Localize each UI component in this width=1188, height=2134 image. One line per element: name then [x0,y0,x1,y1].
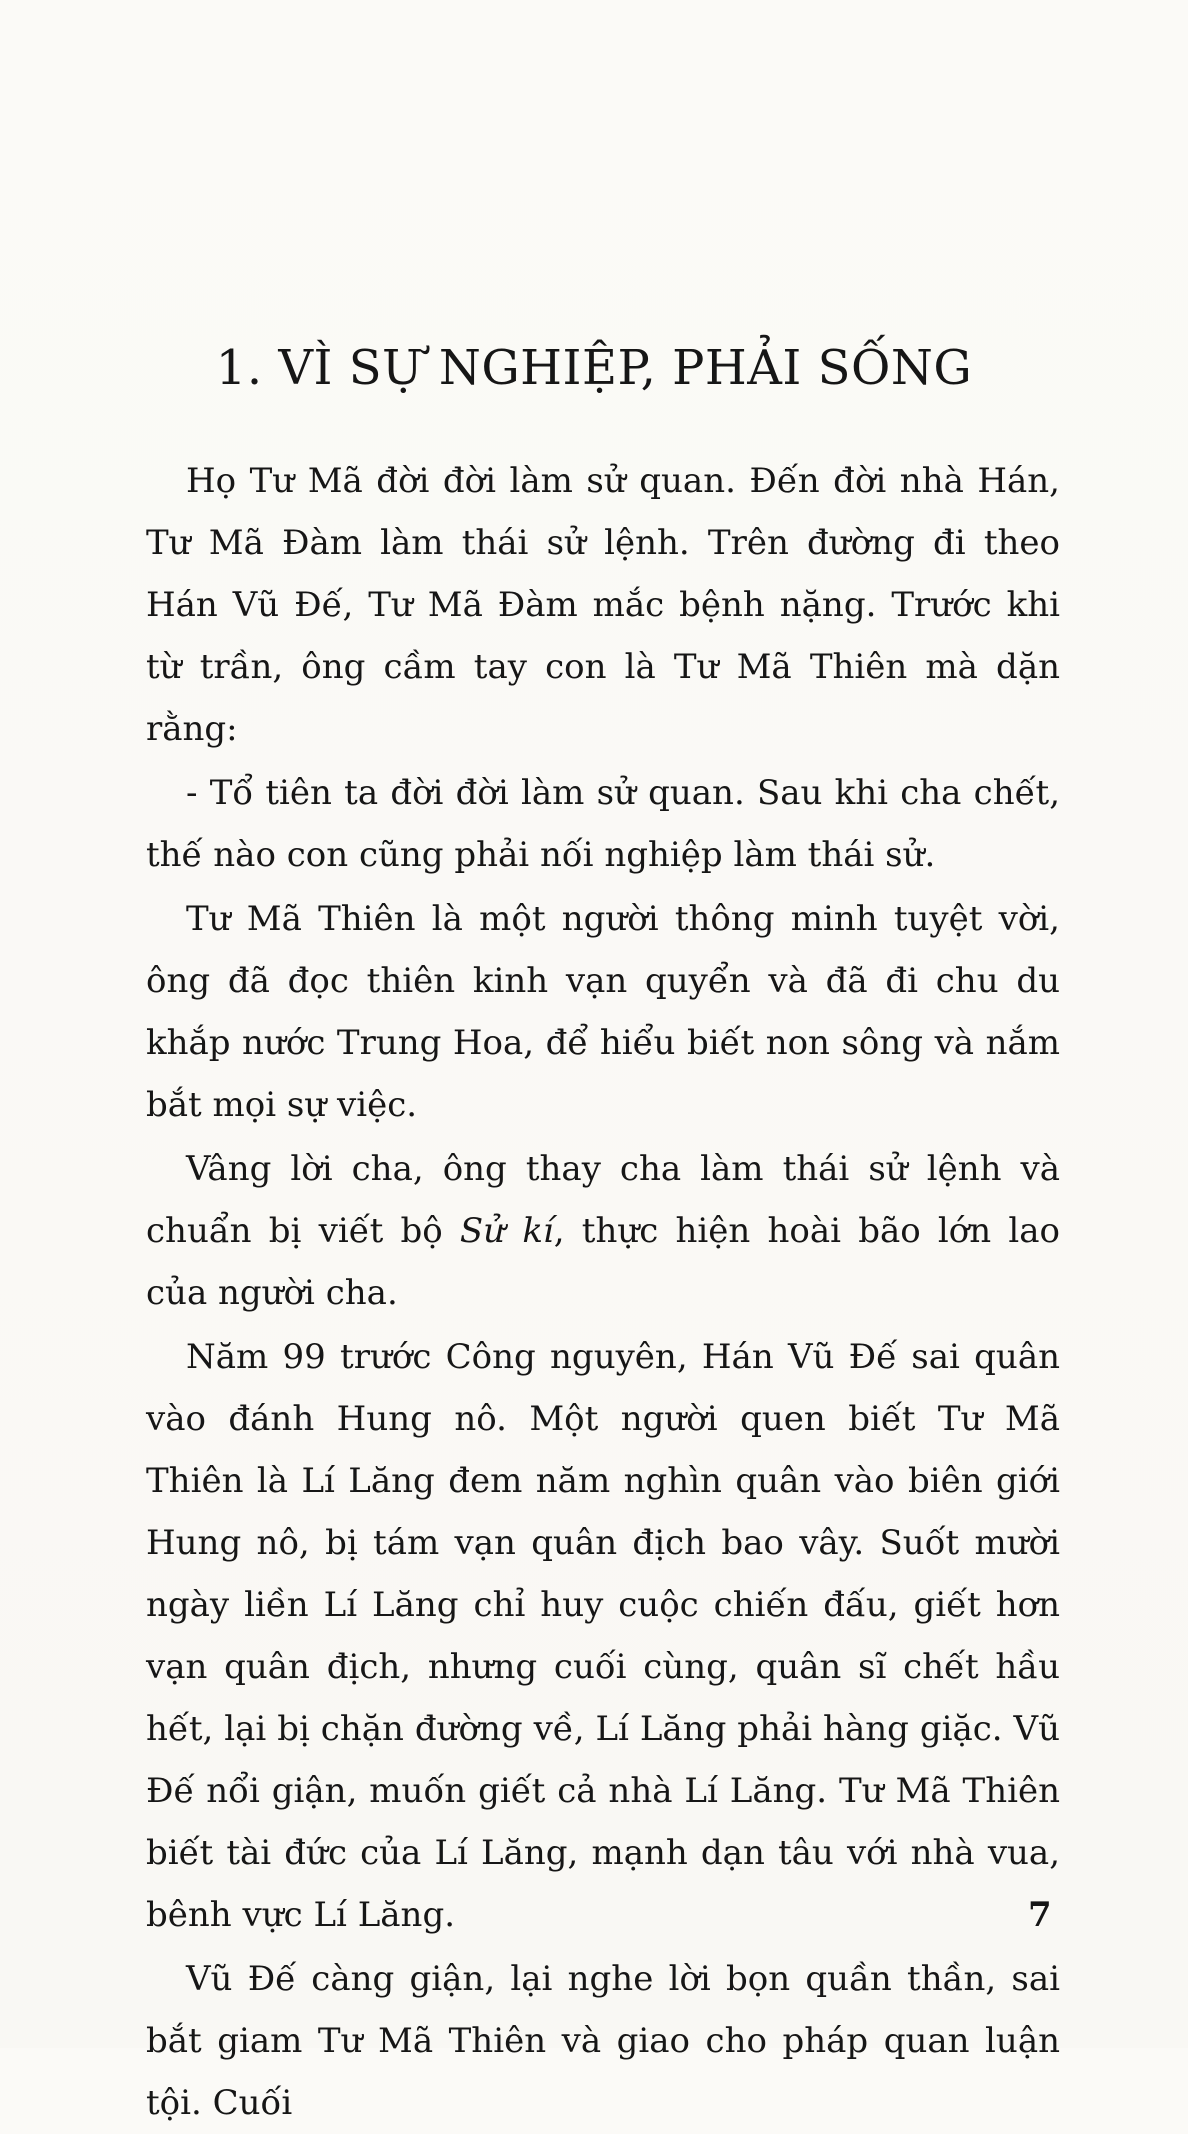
chapter-title: 1. VÌ SỰ NGHIỆP, PHẢI SỐNG [215,340,973,396]
book-title-italic: Sử kí [459,1211,554,1251]
paragraph-4-text-after: , thực hiện hoài bão lớn lao của người cha. [146,1211,1060,1313]
paragraph-3: Tư Mã Thiên là một người thông minh tuyệt vời, ông đã đọc thiên kinh vạn quyển và đã đi chu du khắp nước Trung Hoa, để hiểu biết non sông và nắm bắt mọi sự việc. [146,899,1060,1125]
page-number: 7 [1028,1895,1052,1935]
paragraph-6: Vũ Đế càng giận, lại nghe lời bọn quần thần, sai bắt giam Tư Mã Thiên và giao cho pháp quan luận tội. Cuối [146,1959,1060,2123]
paragraph-1: Họ Tư Mã đời đời làm sử quan. Đến đời nhà Hán, Tư Mã Đàm làm thái sử lệnh. Trên đường đi theo Hán Vũ Đế, Tư Mã Đàm mắc bệnh nặng. Trước khi từ trần, ông cầm tay con là Tư Mã Thiên mà dặn rằng: [146,461,1060,749]
paragraph-4 [146,1138,1060,1324]
paragraph-5: Năm 99 trước Công nguyên, Hán Vũ Đế sai quân vào đánh Hung nô. Một người quen biết Tư Mã Thiên là Lí Lăng đem năm nghìn quân vào biên giới Hung nô, bị tám vạn quân địch bao vây. Suốt mười ngày liền Lí Lăng chỉ huy cuộc chiến đấu, giết hơn vạn quân địch, nhưng cuối cùng, quân sĩ chết hầu hết, lại bị chặn đường về, Lí Lăng phải hàng giặc. Vũ Đế nổi giận, muốn giết cả nhà Lí Lăng. Tư Mã Thiên biết tài đức của Lí Lăng, mạnh dạn tâu với nhà vua, bênh vực Lí Lăng. [146,1337,1060,1935]
paragraph-2: - Tổ tiên ta đời đời làm sử quan. Sau khi cha chết, thế nào con cũng phải nối nghiệp làm thái sử. [146,773,1060,875]
paragraph-4-text-before: Vâng lời cha, ông thay cha làm thái sử lệnh và chuẩn bị viết bộ [146,1149,1060,1251]
body-text [146,450,1060,2134]
